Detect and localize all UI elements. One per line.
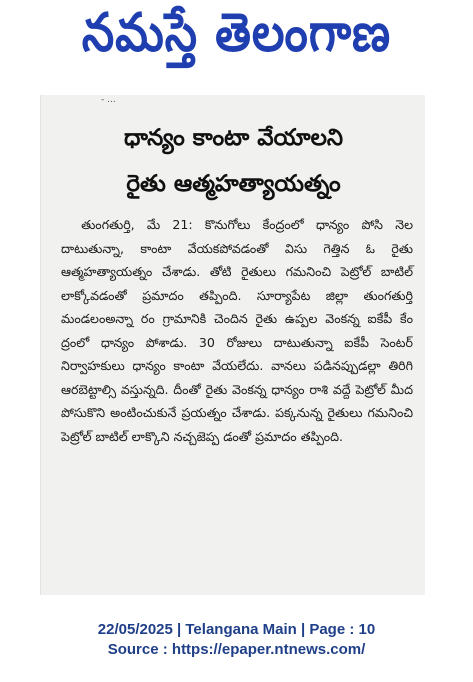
footer-source-url: Source : https://epaper.ntnews.com/: [107, 641, 366, 658]
article-clipping: [40, 95, 425, 595]
source-footer: [0, 620, 473, 660]
headline-line-2: రైతు ఆత్మహత్యాయత్నం: [126, 171, 341, 197]
newspaper-masthead: [0, 1, 473, 74]
masthead-logo-text: నమస్తే తెలంగాణ: [81, 1, 392, 64]
footer-date-edition-page: 22/05/2025 | Telangana Main | Page : 10: [97, 621, 376, 638]
article-body: తుంగతుర్తి, మే 21: కొనుగోలు కేంద్రంలో ధాన్యం పోసి నెల దాటుతున్నా, కాంటా వేయకపోవడంతో విసు గెత్తిన ఓ రైతు ఆత్మహత్యాయత్నం చేశాడు. తోటి రైతులు గమనించి పెట్రోల్ బాటిల్ లాక్కోవడంతో ప్రమాదం తప్పింది. సూర్యాపేట జిల్లా తుంగతుర్తి మండలంఅన్నా రం గ్రామానికి చెందిన రైతు ఉప్పల వెంకన్న ఐకేపీ కేం ద్రంలో ధాన్యం పోశాడు. 30 రోజులు దాటుతున్నా ఐకేపీ సెంటర్ నిర్వాహకులు ధాన్యం కాంటా వేయలేదు. వానలు పడినప్పుడల్లా తిరిగి ఆరబెట్టాల్సి వస్తున్నది. దీంతో రైతు వెంకన్న ధాన్యం రాశి వద్దే పెట్రోల్ మీద పోసుకొని అంటించుకునే ప్రయత్నం చేశాడు. పక్కనున్న రైతులు గమనించి పెట్రోల్ బాటిల్ లాక్కొని నచ్చజెప్ప డంతో ప్రమాదం తప్పింది.: [61, 217, 413, 444]
article-headline: [41, 115, 425, 207]
clipped-text-fragment: - ...: [101, 95, 116, 105]
headline-line-1: ధాన్యం కాంటా వేయాలని: [123, 125, 344, 151]
